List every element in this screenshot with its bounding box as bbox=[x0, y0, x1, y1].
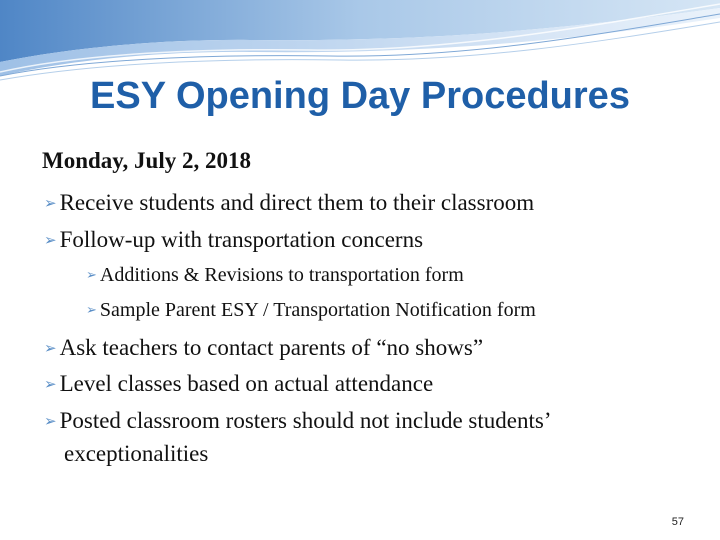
list-item: ➢ Additions & Revisions to transportation form bbox=[86, 264, 464, 286]
list-item-continuation: exceptionalities bbox=[64, 441, 209, 466]
list-item: ➢ Posted classroom rosters should not include students’ bbox=[44, 408, 552, 433]
slide-title: ESY Opening Day Procedures bbox=[90, 75, 630, 117]
arrow-bullet-icon: ➢ bbox=[86, 268, 97, 283]
slide-subtitle: Monday, July 2, 2018 bbox=[42, 148, 251, 173]
arrow-bullet-icon: ➢ bbox=[44, 412, 57, 430]
list-item: ➢ Receive students and direct them to their classroom bbox=[44, 190, 535, 215]
arrow-bullet-icon: ➢ bbox=[44, 194, 57, 212]
page-number: 57 bbox=[671, 516, 684, 528]
arrow-bullet-icon: ➢ bbox=[44, 231, 57, 249]
arrow-bullet-icon: ➢ bbox=[86, 303, 97, 318]
list-item: ➢ Sample Parent ESY / Transportation Notification form bbox=[86, 299, 536, 321]
arrow-bullet-icon: ➢ bbox=[44, 339, 57, 357]
list-item: ➢ Ask teachers to contact parents of “no shows” bbox=[44, 335, 484, 360]
arrow-bullet-icon: ➢ bbox=[44, 375, 57, 393]
list-item: ➢ Level classes based on actual attendance bbox=[44, 371, 434, 396]
list-item: ➢ Follow-up with transportation concerns bbox=[44, 227, 424, 252]
